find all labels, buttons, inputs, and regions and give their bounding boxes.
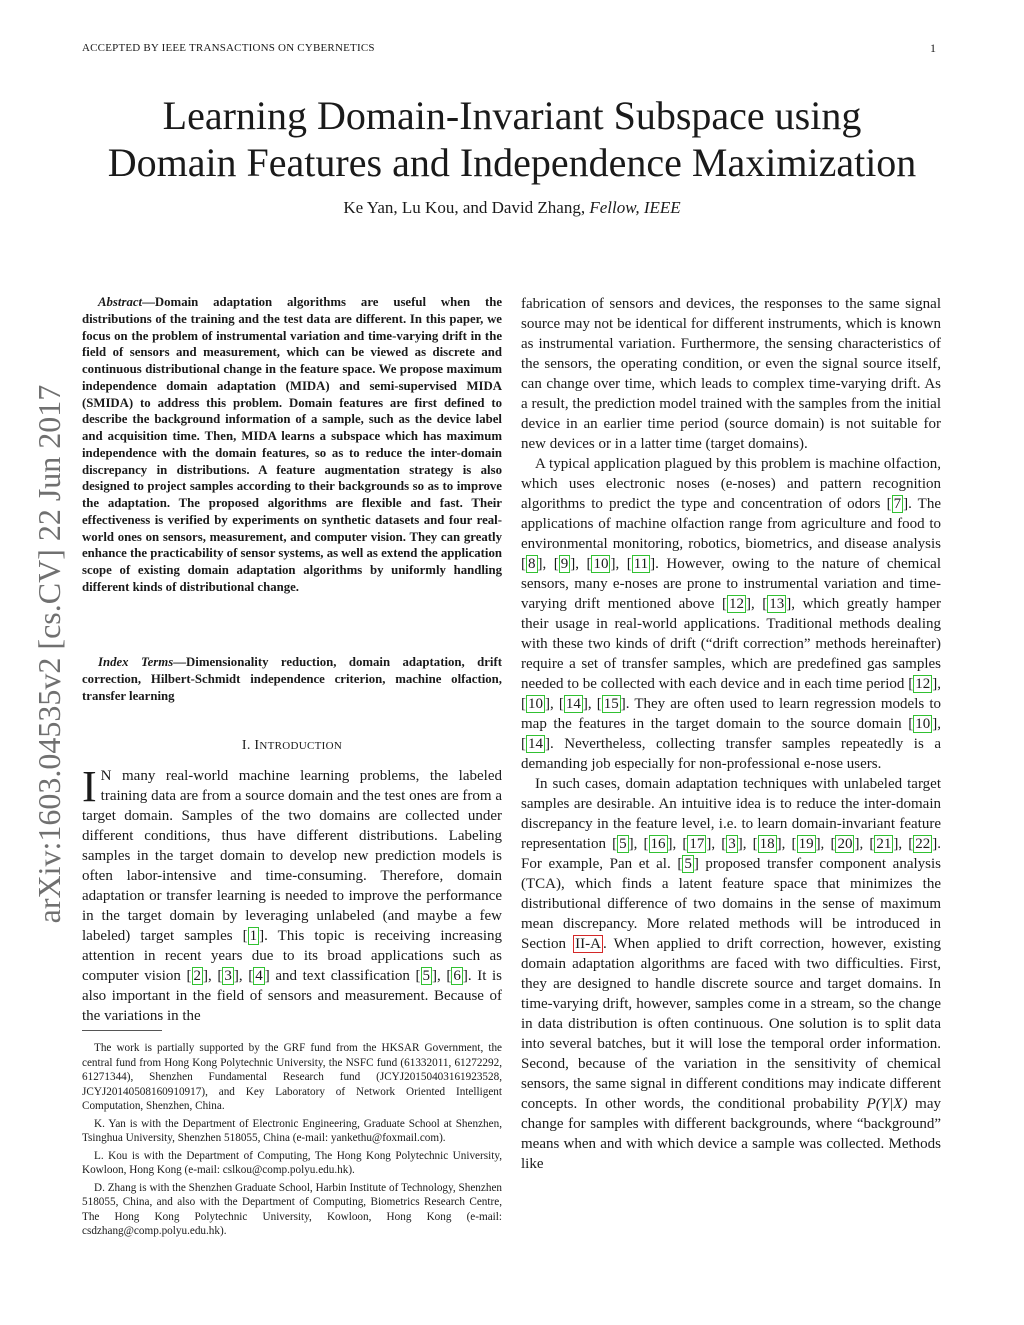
- citation-link[interactable]: 5: [684, 856, 692, 872]
- citation-link[interactable]: 16: [650, 836, 666, 852]
- arxiv-stamp: arXiv:1603.04535v2 [cs.CV] 22 Jun 2017: [31, 384, 67, 924]
- citation-link[interactable]: 15: [603, 696, 619, 712]
- citation-link[interactable]: 20: [837, 836, 853, 852]
- footnotes: [82, 1041, 502, 1242]
- citation-link[interactable]: 5: [422, 968, 430, 984]
- citation-link[interactable]: 21: [876, 836, 892, 852]
- citation-link[interactable]: 10: [528, 696, 543, 712]
- abstract-text: —Domain adaptation algorithms are useful when the distributions of the training and the test data are different. In this paper, we focus on the problem of instrumental variation and time-varying drift in the field of sensors and measurement, which can be viewed as discrete and continuous distributional change in the feature space. We propose maximum independence domain adaptation (MIDA) and semi-supervised MIDA (SMIDA) to address this problem. Domain features are first defined to describe the background information of a sample, such as the device label and acquisition time. Then, MIDA learns a subspace which has maximum independence with the domain features, so as to reduce the inter-domain discrepancy in distributions. A feature augmentation strategy is also designed to project samples according to their backgrounds so as to improve the adaptation. The proposed algorithms are flexible and fast. Their effectiveness is verified by experiments on synthetic datasets and four real-world ones on sensors, measurement, and computer vision. They can greatly enhance the practicability of sensor systems, as well as extend the application scope of existing domain adaptation algorithms by uniformly handling different kinds of distributional change.: [82, 295, 502, 594]
- footnote-author-yan: K. Yan is with the Department of Electronic Engineering, Graduate School at Shenzhen, Tsinghua University, Shenzhen 518055, China (e-mail: yankethu@foxmail.com).: [82, 1117, 502, 1144]
- page-number: 1: [930, 41, 936, 55]
- math-expression: P(Y|X): [866, 1096, 908, 1112]
- paper-title: [60, 92, 964, 186]
- citation-link[interactable]: 12: [915, 676, 931, 692]
- citation-link[interactable]: 10: [915, 716, 931, 732]
- section-link[interactable]: II-A: [575, 936, 601, 952]
- abstract: [82, 294, 502, 596]
- citation-link[interactable]: 4: [255, 968, 263, 984]
- citation-link[interactable]: 5: [619, 836, 627, 852]
- citation-link[interactable]: 8: [528, 556, 536, 572]
- title-line-1: Learning Domain-Invariant Subspace using: [162, 93, 862, 138]
- author-suffix: Fellow, IEEE: [589, 198, 681, 217]
- footnote-divider: [82, 1030, 162, 1031]
- citation-link[interactable]: 14: [528, 736, 543, 752]
- index-terms: [82, 654, 502, 704]
- section-heading-introduction: I. INTRODUCTION: [241, 738, 343, 753]
- author-names: Ke Yan, Lu Kou, and David Zhang,: [343, 198, 586, 217]
- citation-link[interactable]: 7: [893, 496, 902, 512]
- drop-cap: I: [82, 762, 97, 811]
- paragraph: A typical application plagued by this problem is machine olfaction, which uses electronic noses (e-noses) and pattern recognition algorithms to predict the type and concentration of odors [ 7 ]. The applications of machine olfaction range from agriculture and food to environmental monitoring, robotics, biometrics, and disease analysis [ 8 ], [ 9 ], [ 10 ], [ 11 ]. However, owing to the nature of chemical sensors, many e-noses are prone to instrumental variation and time-varying drift mentioned above [ 12 ], [ 13 ], which greatly hamper their usage in real-world applications. Traditional methods dealing with these two kinds of drift (“drift correction” methods hereinafter) require a set of transfer samples, which are predefined gas samples needed to be collected with each device and in each time period [ 12 ], [ 10 ], [ 14 ], [ 15 ]. They are often used to learn regression models to map the features in the target domain to the source domain [ 10 ], [ 14 ]. Nevertheless, collecting transfer samples repeatedly is a demanding job especially for non-professional e-nose users.: [521, 456, 941, 772]
- citation-link[interactable]: 19: [798, 836, 814, 852]
- abstract-label: Abstract: [98, 295, 143, 309]
- title-line-2: Domain Features and Independence Maximization: [107, 140, 917, 185]
- citation-link[interactable]: 22: [915, 836, 931, 852]
- citation-link[interactable]: 13: [769, 596, 785, 612]
- citation-link[interactable]: 3: [728, 836, 736, 852]
- citation-link[interactable]: 11: [633, 556, 649, 572]
- running-header: ACCEPTED BY IEEE TRANSACTIONS ON CYBERNETICS: [82, 42, 375, 54]
- citation-link[interactable]: 14: [565, 696, 581, 712]
- citation-link[interactable]: 1: [249, 928, 258, 944]
- footnote-author-zhang: D. Zhang is with the Shenzhen Graduate School, Harbin Institute of Technology, Shenzhen 518055, China, and also with the Department of Computing, Biometrics Research Centre, The Hong Kong Polytechnic University, Kowloon, Hong Kong (e-mail: csdzhang@comp.polyu.edu.hk).: [82, 1181, 502, 1237]
- paragraph: fabrication of sensors and devices, the responses to the same signal source may not be identical for different instruments, which is known as instrumental variation. Furthermore, the sensing characteristics of the sensors, the operating condition, or even the signal source itself, can change over time, which leads to complex time-varying drift. As a result, the prediction model trained with the samples from the initial device in an earlier time period (source domain) is not suitable for new devices or in a latter time (target domains).: [521, 296, 941, 452]
- index-terms-text: —Dimensionality reduction, domain adaptation, drift correction, Hilbert-Schmidt independence criterion, machine olfaction, transfer learning: [82, 655, 502, 703]
- paragraph: In such cases, domain adaptation techniques with unlabeled target samples are desirable. An intuitive idea is to reduce the inter-domain discrepancy in the feature level, i.e. to learn domain-invariant feature representation [ 5 ], [ 16 ], [ 17 ], [ 3 ], [ 18 ], [ 19 ], [ 20 ], [ 21 ], [ 22 ]. For example, Pan et al. [ 5 ] proposed transfer component analysis (TCA), which finds a latent feature space that minimizes the distributional difference of two domains in the sense of maximum mean discrepancy. More related methods will be introduced in Section II-A . When applied to drift correction, however, existing domain adaptation algorithms are faced with two difficulties. First, they are designed to handle discrete source and target domains. In time-varying drift, however, samples come in a stream, so the change in data distribution is often continuous. One solution is to split data into several batches, but it will lose the temporal order information. Second, because of the variation in the sensitivity of chemical sensors, the same signal in different conditions may indicate different concepts. In other words, the conditional probability P(Y|X) may change for samples with different backgrounds, where “background” means when and with which device a sample was collected. Methods like: [521, 776, 942, 1172]
- citation-link[interactable]: 12: [729, 596, 744, 612]
- footnote-author-kou: L. Kou is with the Department of Computing, The Hong Kong Polytechnic University, Kowloon, Hong Kong (e-mail: cslkou@comp.polyu.edu.hk).: [82, 1149, 502, 1176]
- index-terms-label: Index Terms: [98, 655, 174, 669]
- author-list: [60, 198, 964, 218]
- footnote-funding: The work is partially supported by the GRF fund from the HKSAR Government, the central fund from Hong Kong Polytechnic University, the NSFC fund (61332011, 61272292, 61271344), Shenzhen Fundamental Research fund (JCYJ20150403161923528, JCYJ20140508160910917), and Key Laboratory of Network Oriented Intelligent Computation, Shenzhen, China.: [82, 1042, 502, 1112]
- introduction-body: I N many real-world machine learning problems, the labeled training data are from a source domain and the test ones are from a target domain. Samples of the two domains are collected under different conditions, thus have different distributions. Labeling samples in the target domain to develop new prediction models is often labor-intensive and time-consuming. Therefore, domain adaptation or transfer learning is needed to improve the performance in the target domain by leveraging unlabeled (and maybe a few labeled) target samples [ 1 ]. This topic is receiving increasing attention in recent years due to its broad applications such as computer vision [ 2 ], [ 3 ], [ 4 ] and text classification [ 5 ], [ 6 ]. It is also important in the field of sensors and measurement. Because of the variations in the: [82, 762, 502, 1024]
- citation-link[interactable]: 9: [560, 556, 569, 572]
- citation-link[interactable]: 6: [453, 968, 461, 984]
- citation-link[interactable]: 17: [689, 836, 705, 852]
- citation-link[interactable]: 10: [593, 556, 609, 572]
- citation-link[interactable]: 2: [193, 968, 202, 984]
- citation-link[interactable]: 18: [759, 836, 775, 852]
- citation-link[interactable]: 3: [224, 968, 232, 984]
- right-column-body: [521, 294, 941, 1174]
